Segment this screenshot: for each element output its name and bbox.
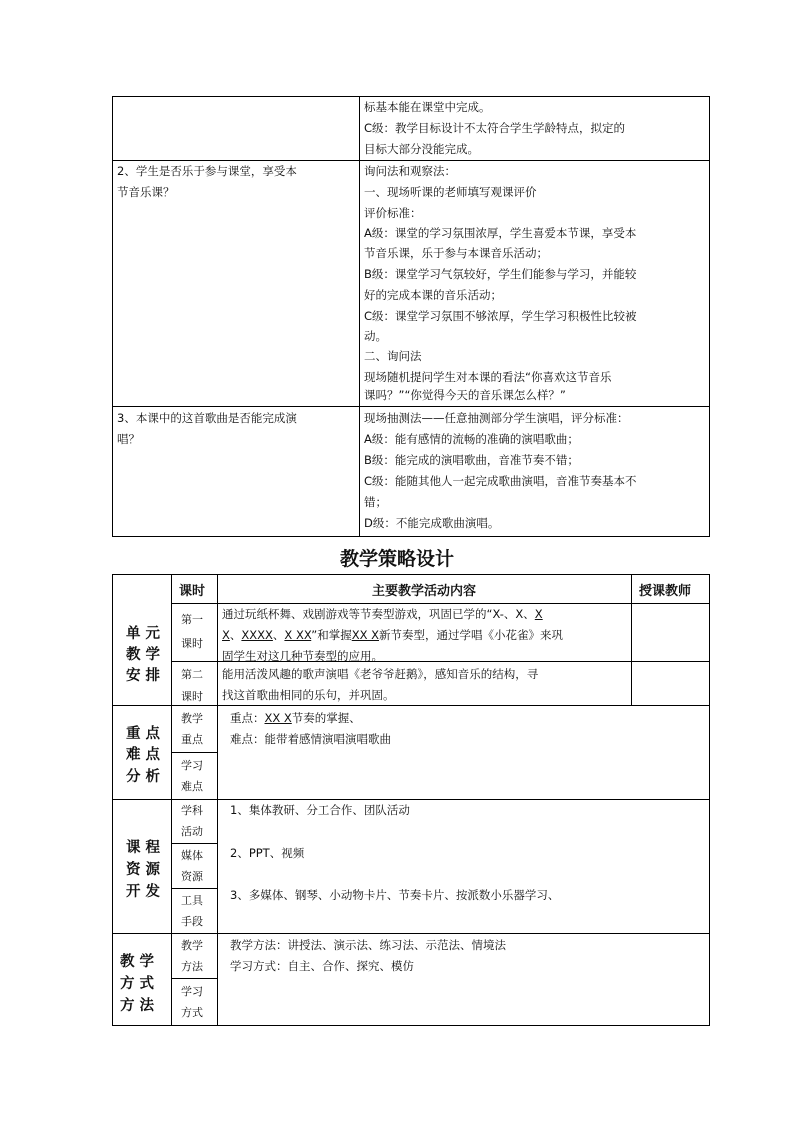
row2-right-line3: 评价标准： — [364, 206, 422, 220]
header-content: 主要教学活动内容 — [372, 584, 477, 599]
resources-sub2-2: 资源 — [181, 870, 203, 883]
section-title: 教学策略设计 — [340, 548, 455, 570]
row2-right-line9: 动。 — [364, 329, 387, 343]
row2-right-line7: 好的完成本课的音乐活动； — [364, 288, 502, 302]
methods-line1: 教学方法：讲授法、演示法、练习法、示范法、情境法 — [230, 938, 506, 952]
methods-sub2-2: 方式 — [181, 1006, 203, 1019]
row2-right-line6: B级：课堂学习气氛较好，学生们能参与学习，并能较 — [364, 267, 637, 281]
row2-right-line2: 一、现场听课的老师填写观课评价 — [364, 185, 537, 199]
methods-label-2: 方 式 — [120, 976, 155, 992]
methods-line2: 学习方式：自主、合作、探究、模仿 — [230, 959, 414, 973]
key-points-line1: 重点：XX X节奏的掌握、 — [230, 711, 361, 725]
resources-sub3-2: 手段 — [181, 915, 203, 928]
resources-label-3: 开 发 — [126, 884, 161, 900]
resources-item1: 1、集体教研、分工合作、团队活动 — [230, 803, 410, 817]
methods-sub1-2: 方法 — [181, 960, 203, 973]
row2-right-line12: 课吗？”“你觉得今天的音乐课怎么样？” — [364, 388, 566, 402]
row1-right-line2: C级：教学目标设计不太符合学生学龄特点，拟定的 — [364, 121, 626, 135]
row3-right-line6: D级：不能完成歌曲演唱。 — [364, 516, 500, 530]
lesson2-period-2: 课时 — [181, 690, 203, 703]
row3-right-line1: 现场抽测法——任意抽测部分学生演唱，评分标准： — [364, 411, 629, 425]
row2-right-line5: 节音乐课，乐于参与本课音乐活动； — [364, 246, 548, 260]
resources-sub1-1: 学科 — [181, 804, 203, 817]
methods-sub1-1: 教学 — [181, 939, 203, 952]
unit-label-3: 安 排 — [126, 668, 161, 684]
row2-right-line8: C级：课堂学习氛围不够浓厚，学生学习积极性比较被 — [364, 309, 637, 323]
lesson2-content-line1: 能用活泼风趣的歌声演唱《老爷爷赶鹅》，感知音乐的结构，寻 — [222, 667, 539, 681]
row2-right-line11: 现场随机提问学生对本课的看法“你喜欢这节音乐 — [364, 370, 612, 384]
row2-right-line1: 询问法和观察法： — [364, 164, 456, 178]
lesson1-content-line1: 通过玩纸杯舞、戏剧游戏等节奏型游戏，巩固已学的“X-、X、X — [222, 607, 543, 621]
key-points-sub2-1: 学习 — [181, 759, 203, 772]
row2-question-line1: 2、学生是否乐于参与课堂，享受本 — [117, 164, 297, 178]
key-points-label-2: 难 点 — [126, 747, 161, 763]
resources-label-2: 资 源 — [126, 862, 161, 878]
resources-item3: 3、多媒体、钢琴、小动物卡片、节奏卡片、按派数小乐器学习、 — [230, 888, 560, 902]
row3-right-line3: B级：能完成的演唱歌曲，音准节奏不错； — [364, 453, 579, 467]
row2-question-line2: 节音乐课？ — [117, 185, 175, 199]
resources-item2: 2、PPT、视频 — [230, 846, 305, 860]
row3-right-line4: C级：能随其他人一起完成歌曲演唱，音准节奏基本不 — [364, 474, 637, 488]
lesson1-content-line2: X、XXXX、X XX”和掌握XX X新节奏型，通过学唱《小花雀》来巩 — [222, 628, 563, 642]
key-points-sub1-2: 重点 — [181, 733, 203, 746]
header-period: 课时 — [179, 584, 206, 599]
key-points-line2: 难点：能带着感情演唱演唱歌曲 — [230, 732, 391, 746]
lesson2-period-1: 第二 — [181, 668, 203, 681]
row1-right-line3: 目标大部分没能完成。 — [364, 142, 479, 156]
key-points-label-3: 分 析 — [126, 769, 161, 785]
key-points-sub2-2: 难点 — [181, 780, 203, 793]
row3-right-line2: A级：能有感情的流畅的准确的演唱歌曲； — [364, 432, 579, 446]
methods-label-3: 方 法 — [120, 998, 155, 1014]
row3-question-line1: 3、本课中的这首歌曲是否能完成演 — [117, 411, 297, 425]
row3-right-line5: 错； — [364, 495, 387, 509]
methods-label-1: 教 学 — [120, 954, 155, 970]
header-teacher: 授课教师 — [639, 584, 692, 599]
resources-label-1: 课 程 — [126, 840, 161, 856]
resources-sub1-2: 活动 — [181, 825, 203, 838]
key-points-label-1: 重 点 — [126, 726, 161, 742]
row2-right-line10: 二、询问法 — [364, 349, 422, 363]
key-points-sub1-1: 教学 — [181, 712, 203, 725]
row3-question-line2: 唱？ — [117, 432, 140, 446]
lesson2-content-line2: 找这首歌曲相同的乐句，并巩固。 — [222, 688, 395, 702]
lesson1-period-2: 课时 — [181, 637, 203, 650]
row2-right-line4: A级：课堂的学习氛围浓厚，学生喜爱本节课，享受本 — [364, 226, 637, 240]
methods-sub2-1: 学习 — [181, 985, 203, 998]
unit-label-2: 教 学 — [126, 647, 161, 663]
lesson1-content-line3: 固学生对这几种节奏型的应用。 — [222, 649, 383, 663]
unit-label-1: 单 元 — [126, 626, 161, 642]
resources-sub2-1: 媒体 — [181, 849, 203, 862]
lesson1-period-1: 第一 — [181, 613, 203, 626]
row1-right-line1: 标基本能在课堂中完成。 — [364, 100, 491, 114]
resources-sub3-1: 工具 — [181, 894, 203, 907]
